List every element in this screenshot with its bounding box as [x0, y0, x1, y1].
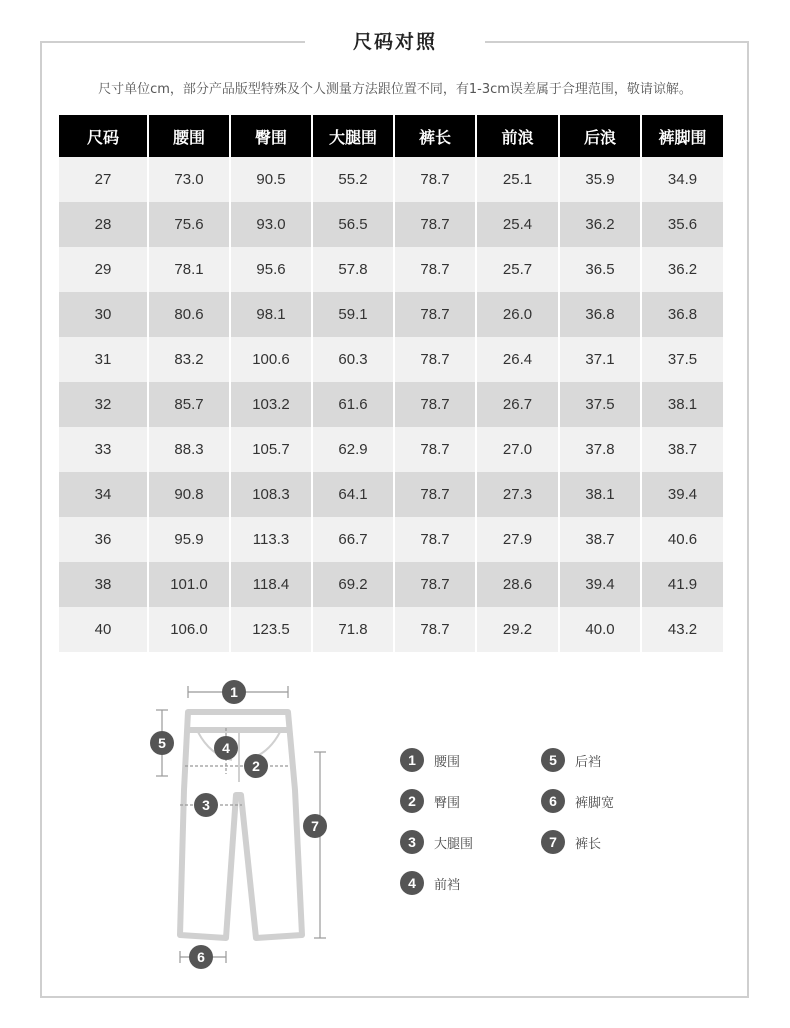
svg-text:5: 5 — [158, 735, 166, 751]
measurement-cell: 78.7 — [394, 382, 476, 427]
measurement-cell: 78.7 — [394, 292, 476, 337]
measurement-cell: 37.8 — [559, 427, 641, 472]
legend-label: 臀围 — [434, 795, 461, 811]
number-badge: 1 — [400, 748, 424, 772]
pants-outline — [180, 712, 302, 938]
measurement-cell: 36.8 — [641, 292, 723, 337]
measurement-cell: 78.7 — [394, 157, 476, 202]
marker-2 — [244, 754, 268, 778]
table-row — [59, 337, 723, 382]
measurement-cell: 25.4 — [476, 202, 559, 247]
title-wrap — [305, 22, 485, 62]
measurement-cell: 75.6 — [148, 202, 230, 247]
measurement-cell: 38.1 — [641, 382, 723, 427]
measurement-cell: 93.0 — [230, 202, 312, 247]
measurement-cell: 90.8 — [148, 472, 230, 517]
measurement-cell: 27.9 — [476, 517, 559, 562]
number-badge: 6 — [541, 789, 565, 813]
legend-label: 裤长 — [575, 836, 602, 852]
measurement-cell: 36.8 — [559, 292, 641, 337]
measurement-cell: 85.7 — [148, 382, 230, 427]
pants-diagram — [140, 670, 350, 980]
marker-3 — [194, 793, 218, 817]
measurement-cell: 105.7 — [230, 427, 312, 472]
measurement-cell: 62.9 — [312, 427, 394, 472]
measurement-cell: 118.4 — [230, 562, 312, 607]
measurement-cell: 34.9 — [641, 157, 723, 202]
size-cell: 36 — [59, 517, 148, 562]
measurement-cell: 38.7 — [559, 517, 641, 562]
measurement-cell: 29.2 — [476, 607, 559, 652]
legend-item-leg-opening — [541, 788, 614, 814]
measurement-cell: 83.2 — [148, 337, 230, 382]
measurement-cell: 80.6 — [148, 292, 230, 337]
size-table — [59, 115, 723, 652]
measurement-cell: 103.2 — [230, 382, 312, 427]
measurement-cell: 41.9 — [641, 562, 723, 607]
measurement-cell: 101.0 — [148, 562, 230, 607]
measurement-cell: 64.1 — [312, 472, 394, 517]
col-header-thigh: 大腿围 — [312, 115, 394, 157]
measurement-cell: 78.7 — [394, 427, 476, 472]
size-cell: 27 — [59, 157, 148, 202]
diagram-legend — [400, 745, 660, 905]
measurement-cell: 25.7 — [476, 247, 559, 292]
number-badge: 4 — [400, 871, 424, 895]
number-badge: 3 — [400, 830, 424, 854]
measurement-cell: 56.5 — [312, 202, 394, 247]
measurement-cell: 78.7 — [394, 247, 476, 292]
measurement-cell: 27.3 — [476, 472, 559, 517]
legend-item-back-rise — [541, 747, 601, 773]
col-header-leg-opening: 裤脚围 — [641, 115, 723, 157]
measurement-cell: 106.0 — [148, 607, 230, 652]
svg-text:4: 4 — [222, 740, 230, 756]
measurement-cell: 39.4 — [641, 472, 723, 517]
table-row — [59, 157, 723, 202]
table-header-row — [59, 115, 723, 157]
measurement-cell: 78.7 — [394, 517, 476, 562]
measurement-cell: 69.2 — [312, 562, 394, 607]
measurement-cell: 113.3 — [230, 517, 312, 562]
measurement-cell: 78.1 — [148, 247, 230, 292]
legend-item-front-rise — [400, 870, 460, 896]
measurement-cell: 73.0 — [148, 157, 230, 202]
measurement-cell: 66.7 — [312, 517, 394, 562]
measurement-cell: 26.0 — [476, 292, 559, 337]
measurement-cell: 78.7 — [394, 607, 476, 652]
measurement-cell: 28.6 — [476, 562, 559, 607]
measurement-cell: 59.1 — [312, 292, 394, 337]
svg-text:1: 1 — [230, 684, 238, 700]
measurement-cell: 100.6 — [230, 337, 312, 382]
size-cell: 34 — [59, 472, 148, 517]
measurement-cell: 26.4 — [476, 337, 559, 382]
measurement-cell: 26.7 — [476, 382, 559, 427]
size-cell: 31 — [59, 337, 148, 382]
table-row — [59, 247, 723, 292]
legend-label: 裤脚宽 — [575, 795, 615, 811]
measurement-cell: 78.7 — [394, 562, 476, 607]
measurement-cell: 71.8 — [312, 607, 394, 652]
measurement-cell: 60.3 — [312, 337, 394, 382]
measurement-cell: 37.1 — [559, 337, 641, 382]
table-row — [59, 382, 723, 427]
legend-item-hip — [400, 788, 460, 814]
size-cell: 38 — [59, 562, 148, 607]
measurement-cell: 35.6 — [641, 202, 723, 247]
measurement-cell: 25.1 — [476, 157, 559, 202]
measurement-cell: 55.2 — [312, 157, 394, 202]
table-row — [59, 472, 723, 517]
number-badge: 7 — [541, 830, 565, 854]
legend-item-length — [541, 829, 601, 855]
measurement-cell: 98.1 — [230, 292, 312, 337]
table-row — [59, 517, 723, 562]
size-cell: 28 — [59, 202, 148, 247]
size-cell: 33 — [59, 427, 148, 472]
measurement-cell: 37.5 — [559, 382, 641, 427]
svg-text:7: 7 — [311, 818, 319, 834]
measurement-cell: 123.5 — [230, 607, 312, 652]
pants-details — [198, 730, 280, 782]
measurement-note: 尺寸单位cm，部分产品版型特殊及个人测量方法跟位置不同，有1-3cm误差属于合理范围，敬请谅解。 — [98, 82, 692, 97]
marker-7 — [303, 814, 327, 838]
measurement-cell: 61.6 — [312, 382, 394, 427]
svg-text:6: 6 — [197, 949, 205, 965]
measurement-cell: 78.7 — [394, 472, 476, 517]
table-row — [59, 427, 723, 472]
number-badge: 5 — [541, 748, 565, 772]
marker-4 — [214, 736, 238, 760]
measurement-cell: 36.2 — [641, 247, 723, 292]
legend-item-thigh — [400, 829, 473, 855]
measurement-cell: 40.0 — [559, 607, 641, 652]
page-title: 尺码对照 — [352, 31, 437, 53]
measurement-cell: 39.4 — [559, 562, 641, 607]
measurement-cell: 35.9 — [559, 157, 641, 202]
measurement-cell: 90.5 — [230, 157, 312, 202]
col-header-hip: 臀围 — [230, 115, 312, 157]
col-header-size: 尺码 — [59, 115, 148, 157]
table-row — [59, 292, 723, 337]
svg-text:2: 2 — [252, 758, 260, 774]
table-row — [59, 562, 723, 607]
measurement-cell: 57.8 — [312, 247, 394, 292]
legend-label: 后裆 — [575, 754, 602, 770]
col-header-waist: 腰围 — [148, 115, 230, 157]
col-header-back-rise: 后浪 — [559, 115, 641, 157]
marker-5 — [150, 731, 174, 755]
measurement-cell: 43.2 — [641, 607, 723, 652]
measurement-cell: 88.3 — [148, 427, 230, 472]
size-cell: 40 — [59, 607, 148, 652]
number-badge: 2 — [400, 789, 424, 813]
measurement-cell: 36.5 — [559, 247, 641, 292]
size-cell: 29 — [59, 247, 148, 292]
measurement-cell: 78.7 — [394, 337, 476, 382]
col-header-front-rise: 前浪 — [476, 115, 559, 157]
measurement-cell: 78.7 — [394, 202, 476, 247]
measurement-cell: 95.6 — [230, 247, 312, 292]
measurement-cell: 38.1 — [559, 472, 641, 517]
col-header-length: 裤长 — [394, 115, 476, 157]
svg-text:3: 3 — [202, 797, 210, 813]
measurement-cell: 40.6 — [641, 517, 723, 562]
marker-6 — [189, 945, 213, 969]
measurement-cell: 27.0 — [476, 427, 559, 472]
legend-label: 大腿围 — [434, 836, 474, 852]
measurement-cell: 38.7 — [641, 427, 723, 472]
measurement-cell: 95.9 — [148, 517, 230, 562]
legend-item-waist — [400, 747, 460, 773]
marker-1 — [222, 680, 246, 704]
size-cell: 32 — [59, 382, 148, 427]
measurement-cell: 37.5 — [641, 337, 723, 382]
measurement-cell: 108.3 — [230, 472, 312, 517]
size-cell: 30 — [59, 292, 148, 337]
legend-label: 前裆 — [434, 877, 461, 893]
table-body — [59, 157, 723, 652]
legend-label: 腰围 — [434, 754, 461, 770]
table-row — [59, 607, 723, 652]
table-row — [59, 202, 723, 247]
measurement-cell: 36.2 — [559, 202, 641, 247]
